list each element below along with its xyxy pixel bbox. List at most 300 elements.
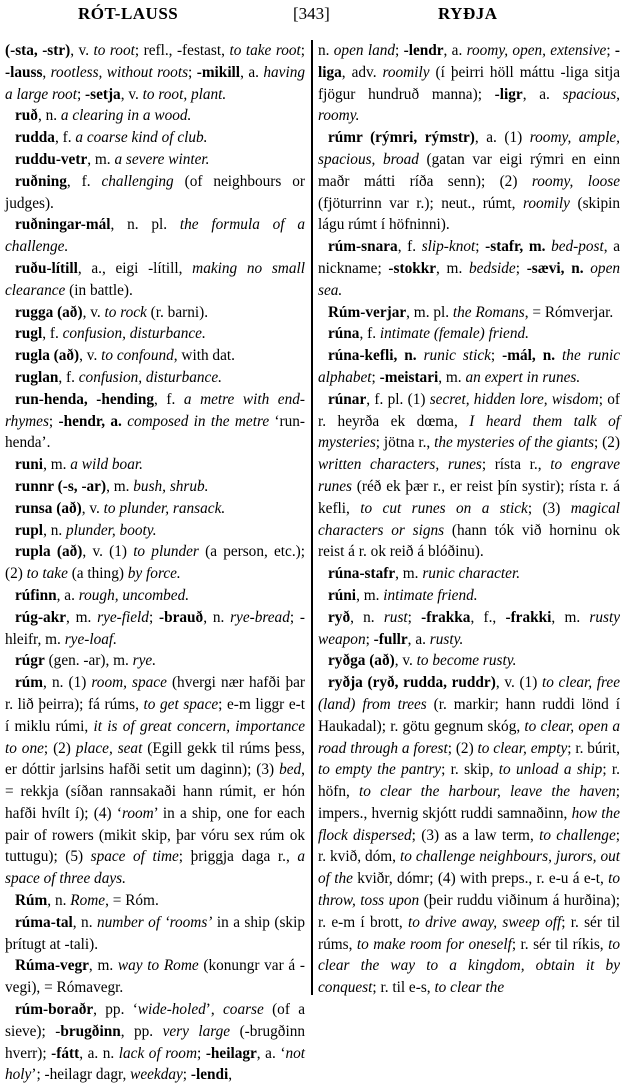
definition-text: lack of room xyxy=(118,1044,197,1062)
headword: rugl xyxy=(15,325,43,343)
definition-text: bedside xyxy=(468,259,516,277)
definition-text: intimate friend. xyxy=(383,586,478,604)
definition-text: rusty. xyxy=(429,630,464,648)
headword: rúg-akr xyxy=(15,608,66,626)
entry-text: ; -hleifr, m. xyxy=(5,608,305,648)
definition-text: number of ‘rooms’ xyxy=(96,913,213,931)
entry-text: , n. xyxy=(47,892,71,910)
entry-text: , adv. xyxy=(341,63,383,81)
column-divider xyxy=(311,40,313,995)
dictionary-entry xyxy=(5,258,305,302)
entry-text: ; xyxy=(515,259,527,277)
definition-text: to drive away, sweep off xyxy=(407,913,562,931)
definition-text: open land xyxy=(333,42,396,59)
definition-text: space of time xyxy=(90,848,179,866)
headword: -lauss xyxy=(5,63,43,81)
definition-text: roomy, ample, spacious, broad xyxy=(318,129,621,168)
entry-text: , m. xyxy=(551,608,590,626)
entry-text: , f. xyxy=(359,325,380,343)
definition-text: the mysteries of the giants xyxy=(434,434,595,452)
entry-text: , f. xyxy=(58,368,79,386)
entry-text: ; xyxy=(188,63,197,81)
definition-text: to clear the way to a kingdom, obtain it by conquest xyxy=(318,935,620,997)
entry-text: ’; -heilagr dagr, xyxy=(31,1066,131,1084)
entry-text: , = Rómverjar. xyxy=(524,303,614,321)
dictionary-entry xyxy=(5,520,305,542)
entry-text: (of a sieve); - xyxy=(5,1001,305,1040)
definition-text: the formula of a challenge. xyxy=(5,216,305,256)
entry-text: ; (2) xyxy=(43,739,76,757)
entry-text: in a ship (skip þrítugt at -tali). xyxy=(5,913,305,953)
dictionary-entry xyxy=(318,323,620,345)
entry-text: , with dat. xyxy=(173,347,235,365)
headword: rúna xyxy=(328,325,360,343)
entry-text: , f. xyxy=(66,172,102,190)
dictionary-entry xyxy=(5,955,305,999)
definition-text: confusion, disturbance. xyxy=(62,325,206,343)
headword: Rúm xyxy=(15,892,48,910)
headword: -meistari xyxy=(379,368,439,386)
headword: -hendr, a. xyxy=(58,412,122,430)
entry-text: (hann tók við horninu ok reist á r. ok reið á blóðinu). xyxy=(318,521,620,561)
entry-text: , xyxy=(42,63,51,81)
headword: -brauð xyxy=(159,608,204,626)
headword: (-sta, -str) xyxy=(5,42,71,59)
entry-text: , f. pl. (1) xyxy=(366,390,430,408)
definition-text: rye-bread xyxy=(230,608,290,626)
definition-text: room, space xyxy=(91,674,167,692)
entry-text: , pp. ‘ xyxy=(93,1001,138,1019)
entry-text: (hvergi nær hafði þar r. lið þeirra); fá rúms, xyxy=(5,674,305,713)
headword: rúnar xyxy=(328,390,367,408)
definition-text: a coarse kind of club. xyxy=(75,129,208,147)
definition-text: rusty weapon xyxy=(318,608,621,648)
definition-text: runic stick xyxy=(423,347,491,365)
entry-text: , v. xyxy=(120,85,143,103)
definition-text: Rome xyxy=(70,892,106,910)
dictionary-entry xyxy=(318,607,620,651)
entry-text: (fjöturrinn var r.); neut., rúmt, xyxy=(318,194,523,212)
definition-text: spacious, roomy. xyxy=(318,85,620,125)
definition-text: place, seat xyxy=(75,739,143,757)
entry-text: ; rísta r., xyxy=(481,456,551,474)
definition-text: making no small clearance xyxy=(5,259,305,299)
entry-text: (of neighbours or judges). xyxy=(5,172,305,212)
dictionary-entry xyxy=(318,563,620,585)
entry-text: , a. xyxy=(240,63,264,81)
entry-text xyxy=(417,347,424,364)
headword: rúma-tal xyxy=(15,913,73,931)
definition-text: rootless, without roots xyxy=(50,63,189,81)
definition-text: I heard them talk of mysteries xyxy=(318,412,620,452)
entry-text: ; xyxy=(395,42,404,59)
dictionary-entry xyxy=(5,650,305,672)
page-header xyxy=(0,4,625,28)
entry-text: (þeir ruddu viðinum á hurðina); r. e-m í brott, xyxy=(318,892,620,931)
headword: rúm-snara xyxy=(328,238,398,256)
entry-text: ; xyxy=(182,1066,191,1084)
headword: rúm xyxy=(15,674,44,692)
dictionary-entry xyxy=(5,40,305,105)
dictionary-entry xyxy=(5,498,305,520)
definition-text: to clear, empty xyxy=(477,739,568,757)
headword: Rúma-vegr xyxy=(15,957,89,975)
headword: ruðu-lítill xyxy=(15,259,78,277)
entry-text: , m. pl. xyxy=(406,303,453,321)
entry-text: , m. xyxy=(438,368,466,386)
headword: rupla (að) xyxy=(15,543,83,561)
page-number: [343] xyxy=(293,4,330,23)
headword: ruðning xyxy=(15,172,67,190)
definition-text: rough, uncombed. xyxy=(78,586,190,604)
definition-text: to engrave runes xyxy=(318,456,620,495)
entry-text: , f., xyxy=(470,608,506,626)
entry-text: ; xyxy=(365,630,374,648)
definition-text: a clearing in a wood. xyxy=(60,107,192,125)
headword: -frakki xyxy=(505,608,552,626)
dictionary-entry xyxy=(5,541,305,585)
definition-text: to take root xyxy=(229,42,301,59)
headword: ruglan xyxy=(15,368,59,386)
headword: rugla (að) xyxy=(15,347,80,365)
entry-text: , = rekkja (síðan rannsakaði hann rúmit, er hón hafði hvílt í); (4) ‘ xyxy=(5,761,305,822)
definition-text: bed-post xyxy=(551,238,604,256)
dictionary-entry xyxy=(5,607,305,651)
dictionary-entry xyxy=(5,302,305,324)
entry-text: n. xyxy=(318,42,334,59)
entry-text: ; r. kvið, dóm, xyxy=(318,826,620,866)
dictionary-entry xyxy=(5,890,305,912)
definition-text: to root xyxy=(93,42,135,59)
definition-text: a severe winter. xyxy=(114,150,210,168)
definition-text: secret, hidden lore, wisdom xyxy=(429,390,599,408)
entry-text: , pp. xyxy=(120,1022,163,1040)
entry-text: (gen. -ar), m. xyxy=(44,652,133,670)
entry-text: , m. xyxy=(66,608,98,626)
dictionary-entry xyxy=(318,40,620,127)
headword: -setja xyxy=(85,85,121,103)
entry-text: , v. xyxy=(82,303,105,321)
entry-text: , m. xyxy=(436,259,469,277)
entry-text: , n. xyxy=(72,913,97,931)
entry-text: , a. (1) xyxy=(474,129,530,147)
entry-text: kviðr, dómr; (4) with preps., r. e-u á e-t, xyxy=(352,870,609,888)
entry-text: ’, xyxy=(205,1001,223,1019)
definition-text: to empty the pantry xyxy=(318,761,442,779)
definition-text: it is of great concern, importance to one xyxy=(5,717,305,757)
entry-text: , v. xyxy=(394,652,417,670)
entry-text: (Egill gekk til rúms þess, er dóttir jarlsins hafði setit um daginn); (3) xyxy=(5,739,305,779)
entry-text: (réð ek þær r., er reist þín systir); rísta r. á kefli, xyxy=(318,477,620,517)
headword: rudda xyxy=(15,129,55,147)
entry-text: ; r. skip, xyxy=(441,761,499,779)
entry-text: ; r. höfn, xyxy=(318,761,621,801)
entry-text: , n. xyxy=(350,608,384,626)
dictionary-entry xyxy=(318,389,620,563)
header-left-guideword: RÓT-LAUSS xyxy=(78,4,179,23)
entry-text: ; xyxy=(76,85,86,103)
entry-text: , f. xyxy=(154,390,184,408)
entry-text: , f. xyxy=(397,238,422,256)
headword: -fátt xyxy=(51,1044,80,1062)
headword: rúna-stafr xyxy=(328,565,396,583)
definition-text: coarse xyxy=(223,1001,264,1019)
headword: rúgr xyxy=(15,652,45,670)
headword: -fullr xyxy=(373,630,408,648)
dictionary-entry xyxy=(5,105,305,127)
definition-text: challenging xyxy=(101,172,174,190)
definition-text: to clear, free (land) from trees xyxy=(318,674,620,713)
definition-text: a metre with end-rhymes xyxy=(5,390,305,430)
entry-text: , a nickname; xyxy=(318,238,621,277)
definition-text: intimate (female) friend. xyxy=(379,325,529,343)
entry-text: , a. ‘ xyxy=(256,1044,286,1062)
definition-text: how the flock dispersed xyxy=(318,804,620,844)
headword: -liga xyxy=(318,42,621,81)
definition-text: to root, plant. xyxy=(142,85,227,103)
entry-text: (skipin lágu rúmt í höfninni). xyxy=(318,194,620,234)
definition-text: to unload a ship xyxy=(498,761,603,779)
headword: rupl xyxy=(15,521,44,539)
dictionary-entry xyxy=(318,302,620,324)
entry-text: (gatan var eigi rýmri en einn maðr mátti ríða senn); (2) xyxy=(318,150,620,190)
entry-text: ; r. sér til ríkis, xyxy=(511,935,609,953)
entry-text: ; (2) xyxy=(594,434,620,452)
dictionary-entry xyxy=(5,912,305,956)
entry-text: , m. xyxy=(88,957,118,975)
dictionary-entry xyxy=(318,650,620,672)
definition-text: slip-knot xyxy=(421,238,476,256)
entry-text: ; xyxy=(475,238,486,256)
definition-text: to clear the xyxy=(434,979,505,997)
definition-text: plunder, booty. xyxy=(66,521,157,539)
dictionary-entry xyxy=(318,585,620,607)
definition-text: to throw, toss upon xyxy=(318,870,620,910)
definition-text: rye-field xyxy=(97,608,149,626)
entry-text: , n. xyxy=(37,107,61,125)
headword: rúni xyxy=(328,586,357,604)
definition-text: to clear, open a road through a forest xyxy=(318,717,620,757)
entry-text: , v. (1) xyxy=(495,674,542,692)
headword: rugga (að) xyxy=(15,303,83,321)
dictionary-entry xyxy=(318,127,620,236)
entry-text: , v. xyxy=(81,499,104,517)
dictionary-entry xyxy=(318,236,620,301)
entry-text: , xyxy=(228,1066,233,1084)
headword: -frakka xyxy=(421,608,471,626)
definition-text: an expert in runes. xyxy=(465,368,581,386)
headword: ruddu-vetr xyxy=(15,150,88,168)
dictionary-entry xyxy=(5,127,305,149)
entry-text: , m. xyxy=(356,586,384,604)
dictionary-entry xyxy=(5,323,305,345)
entry-text: , n. xyxy=(43,521,67,539)
definition-text: open sea. xyxy=(318,259,621,299)
headword: rúmr (rýmri, rýmstr) xyxy=(328,129,475,147)
definition-text: magical characters or signs xyxy=(318,499,620,539)
dictionary-entry xyxy=(318,345,620,389)
headword: rúfinn xyxy=(15,586,57,604)
entry-text: , n. xyxy=(203,608,231,626)
entry-text: , v. xyxy=(79,347,102,365)
entry-text: , a. xyxy=(443,42,467,59)
dictionary-entry xyxy=(5,672,305,890)
definition-text: rye-loaf. xyxy=(64,630,117,648)
headword: -mikill xyxy=(196,63,241,81)
headword: ryðja (ryð, rudda, ruddr) xyxy=(328,674,496,692)
definition-text: written characters, runes xyxy=(318,456,482,474)
entry-text: , f. xyxy=(42,325,63,343)
definition-text: room xyxy=(121,804,154,822)
headword: runnr (-s, -ar) xyxy=(15,477,107,495)
definition-text: a wild boar. xyxy=(70,456,143,474)
entry-text: (a person, etc.); (2) xyxy=(5,543,306,583)
entry-text: , m. xyxy=(43,456,71,474)
entry-text: ; xyxy=(48,412,59,430)
entry-text: ; xyxy=(490,347,503,365)
entry-text: ; xyxy=(371,368,380,386)
entry-text: ; (2) xyxy=(447,739,478,757)
headword: brugðinn xyxy=(60,1022,121,1040)
dictionary-entry xyxy=(5,389,305,454)
entry-text: (r. barni). xyxy=(146,303,209,321)
entry-text: , a. xyxy=(56,586,79,604)
entry-text: , v. (1) xyxy=(82,543,134,561)
definition-text: very large xyxy=(162,1022,231,1040)
entry-text: , v. xyxy=(70,42,94,59)
entry-text: ; r. til e-s, xyxy=(372,979,435,997)
headword: rúm-boraðr xyxy=(15,1001,94,1019)
definition-text: rye. xyxy=(132,652,157,670)
dictionary-entry xyxy=(5,367,305,389)
definition-text: not holy xyxy=(5,1044,305,1084)
definition-text: confusion, disturbance. xyxy=(78,368,222,386)
headword: ruð xyxy=(15,107,38,125)
entry-text: ; r. sér til rúms, xyxy=(318,913,620,953)
headword: -mál, n. xyxy=(502,347,556,365)
definition-text: to rock xyxy=(104,303,147,321)
definition-text: a space of three days. xyxy=(5,848,305,888)
entry-text: (-brugðinn hverr); xyxy=(5,1022,305,1062)
headword: rúna-kefli, n. xyxy=(328,347,417,365)
definition-text: to plunder, ransack. xyxy=(103,499,226,517)
entry-text: , = Róm. xyxy=(105,892,159,910)
headword: ruðningar-mál xyxy=(15,216,111,234)
dictionary-entry xyxy=(5,476,305,498)
definition-text: to get space xyxy=(143,695,219,713)
definition-text: to challenge xyxy=(539,826,616,844)
entry-text: ; r. búrit, xyxy=(567,739,620,757)
dictionary-entry xyxy=(5,999,305,1086)
headword: Rúm-verjar xyxy=(328,303,407,321)
headword: -ligr xyxy=(494,85,523,103)
entry-text: (in battle). xyxy=(65,281,133,299)
entry-text: (konungr var á -vegi), = Rómavegr. xyxy=(5,957,305,997)
headword: -stokkr xyxy=(388,259,437,277)
entry-text: ; xyxy=(197,1044,206,1062)
definition-text: roomy, loose xyxy=(531,172,620,190)
definition-text: to challenge neighbours, jurors, out of the xyxy=(318,848,620,888)
right-column xyxy=(318,40,620,999)
entry-text: , a. xyxy=(407,630,430,648)
entry-text: , m. xyxy=(87,150,115,168)
definition-text: roomily xyxy=(382,63,430,81)
entry-text: (í þeirri höll máttu -liga sitja fjögur hundruð manna); xyxy=(318,63,621,103)
entry-text: , m. xyxy=(395,565,423,583)
headword: -stafr, m. xyxy=(485,238,546,256)
entry-text: ; jötna r., xyxy=(375,434,435,452)
headword: -lendi xyxy=(190,1066,229,1084)
entry-text: (r. markir; hann ruddi lönd í Haukadal); r. götu gegnum skóg, xyxy=(318,695,621,735)
entry-text: ; of r. heyrða ek dœma, xyxy=(318,390,620,430)
definition-text: bed xyxy=(279,761,302,779)
headword: ryð xyxy=(328,608,351,626)
entry-text: ; e-m liggr e-t í miklu rúmi, xyxy=(5,695,306,735)
definition-text: the runic alphabet xyxy=(318,347,621,386)
entry-text: , a. n. xyxy=(79,1044,119,1062)
entry-text: , a., eigi -lítill, xyxy=(77,259,193,277)
dictionary-entry xyxy=(5,149,305,171)
entry-text: , n. pl. xyxy=(110,216,180,234)
entry-text: ; þriggja daga r., xyxy=(178,848,298,866)
dictionary-entry xyxy=(5,171,305,215)
dictionary-entry xyxy=(318,672,620,999)
definition-text: the Romans xyxy=(452,303,525,321)
entry-text: ; xyxy=(407,608,422,626)
definition-text: by force. xyxy=(127,565,181,583)
dictionary-entry xyxy=(5,454,305,476)
definition-text: weekday xyxy=(130,1066,183,1084)
headword: -sævi, n. xyxy=(526,259,584,277)
entry-text: (a thing) xyxy=(67,565,128,583)
definition-text: to confound xyxy=(101,347,174,365)
headword: ryðga (að) xyxy=(328,652,395,670)
headword: runi xyxy=(15,456,44,474)
entry-text: ; xyxy=(300,42,306,59)
entry-text xyxy=(555,347,562,364)
definition-text: to take xyxy=(26,565,68,583)
headword: -heilagr xyxy=(205,1044,257,1062)
entry-text: , n. (1) xyxy=(43,674,92,692)
definition-text: having a large root xyxy=(5,63,306,103)
definition-text: to cut runes on a stick xyxy=(360,499,528,517)
entry-text: ; xyxy=(148,608,160,626)
definition-text: wide-holed xyxy=(137,1001,206,1019)
entry-text: , f. xyxy=(54,129,76,147)
definition-text: rust xyxy=(383,608,408,626)
definition-text: composed in the metre xyxy=(127,412,270,430)
entry-text: ; refl., -festast, xyxy=(134,42,230,59)
dictionary-entry xyxy=(5,345,305,367)
definition-text: to become rusty. xyxy=(416,652,517,670)
definition-text: to plunder xyxy=(133,543,199,561)
definition-text: runic character. xyxy=(422,565,521,583)
header-right-guideword: RYÐJA xyxy=(438,4,498,23)
definition-text: roomy, open, extensive xyxy=(466,42,607,59)
definition-text: roomily xyxy=(522,194,570,212)
left-column xyxy=(5,40,305,1086)
entry-text: , a. xyxy=(522,85,563,103)
headword: -lendr xyxy=(403,42,444,59)
definition-text: to make room for oneself xyxy=(356,935,512,953)
entry-text: , m. xyxy=(106,477,134,495)
entry-text: ‘run-henda’. xyxy=(5,412,306,452)
entry-text: ; (3) xyxy=(527,499,571,517)
definition-text: bush, shrub. xyxy=(133,477,209,495)
headword: run-henda, -hending xyxy=(15,390,155,408)
dictionary-entry xyxy=(5,214,305,258)
entry-text: ; (3) as a law term, xyxy=(411,826,540,844)
